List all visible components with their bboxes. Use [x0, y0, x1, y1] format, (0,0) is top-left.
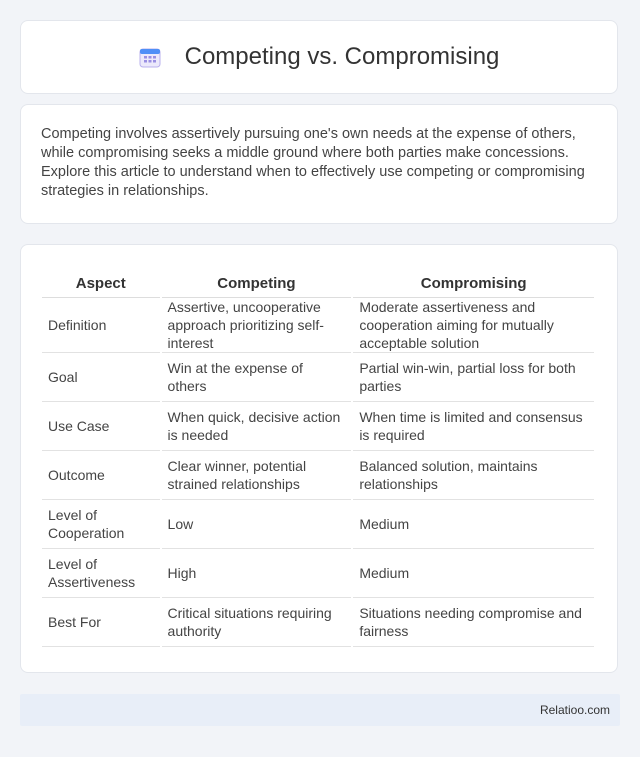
- table-cell: Assertive, uncooperative approach prioritizing self-interest: [162, 298, 352, 353]
- table-cell: Medium: [353, 549, 594, 598]
- title-card: [20, 20, 618, 94]
- table-cell: Definition: [42, 298, 160, 353]
- table-row: [42, 353, 594, 402]
- table-cell: Moderate assertiveness and cooperation aiming for mutually acceptable solution: [353, 298, 594, 353]
- table-cell: Win at the expense of others: [162, 353, 352, 402]
- intro-card: [20, 104, 618, 224]
- table-cell: Goal: [42, 353, 160, 402]
- table-cell: Clear winner, potential strained relationships: [162, 451, 352, 500]
- table-cell: Critical situations requiring authority: [162, 598, 352, 647]
- table-cell: Level of Assertiveness: [42, 549, 160, 598]
- comparison-table-card: [20, 244, 618, 673]
- table-cell: Medium: [353, 500, 594, 549]
- table-row: [42, 500, 594, 549]
- calendar-icon: [139, 46, 161, 68]
- table-cell: Level of Cooperation: [42, 500, 160, 549]
- table-header-row: [42, 265, 594, 298]
- table-cell: Use Case: [42, 402, 160, 451]
- table-cell: When quick, decisive action is needed: [162, 402, 352, 451]
- footer-brand: Relatioo.com: [539, 703, 610, 717]
- table-cell: Outcome: [42, 451, 160, 500]
- table-row: [42, 402, 594, 451]
- intro-text: Competing involves assertively pursuing one's own needs at the expense of others, while compromising seeks a middle ground where both parties make concessions. Explore this article to understand when to effectively use competing or compromising strategies in relationships.: [41, 126, 585, 199]
- table-cell: High: [162, 549, 352, 598]
- footer: [20, 694, 620, 726]
- table-cell: Situations needing compromise and fairness: [353, 598, 594, 647]
- table-cell: Partial win-win, partial loss for both parties: [353, 353, 594, 402]
- table-row: [42, 298, 594, 353]
- table-row: [42, 549, 594, 598]
- header-competing: Competing: [162, 265, 352, 298]
- table-cell: Balanced solution, maintains relationships: [353, 451, 594, 500]
- table-cell: When time is limited and consensus is required: [353, 402, 594, 451]
- table-row: [42, 451, 594, 500]
- page-title: Competing vs. Compromising: [184, 43, 500, 70]
- comparison-table: [40, 265, 596, 647]
- table-cell: Best For: [42, 598, 160, 647]
- table-cell: Low: [162, 500, 352, 549]
- table-row: [42, 598, 594, 647]
- header-aspect: Aspect: [42, 265, 160, 298]
- header-compromising: Compromising: [353, 265, 594, 298]
